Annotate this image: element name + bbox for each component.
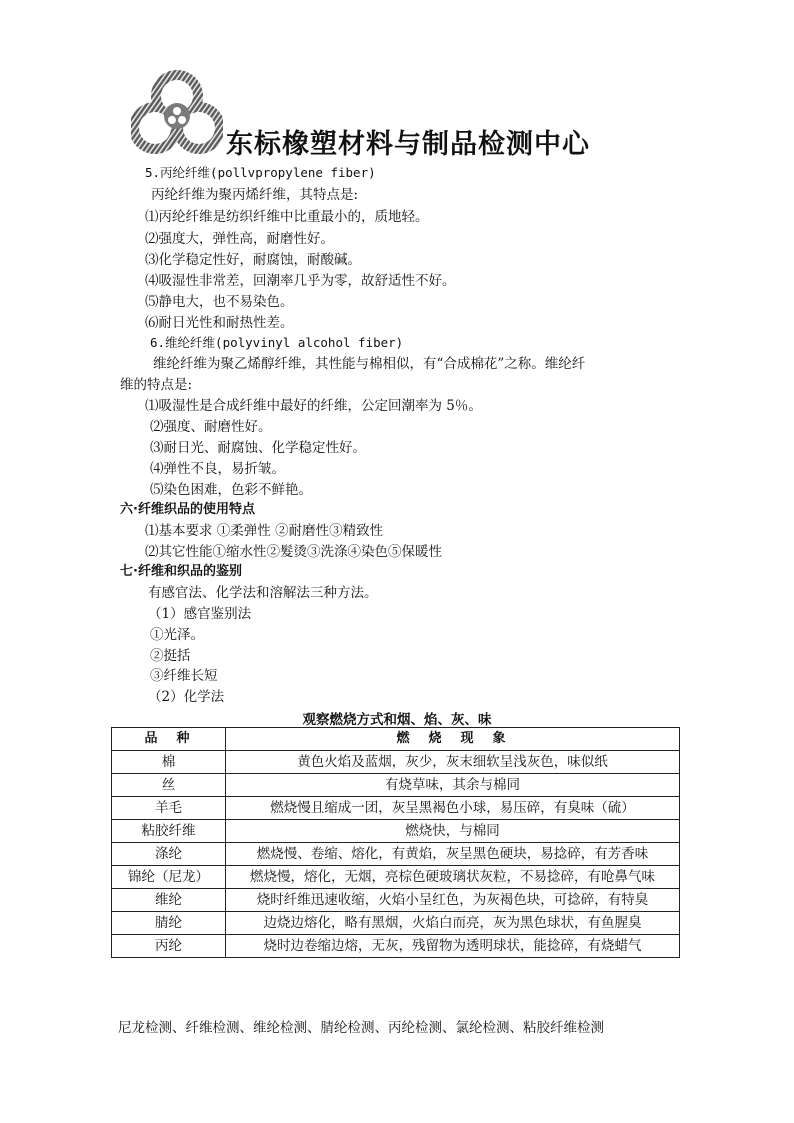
fiber-cell: 维纶 bbox=[112, 889, 226, 912]
text-line: 维的特点是: bbox=[120, 377, 193, 393]
section-heading-usage: 六·纤维织品的使用特点 bbox=[120, 502, 255, 517]
fiber-cell: 涤纶 bbox=[112, 843, 226, 866]
page-title: 东标橡塑材料与制品检测中心 bbox=[226, 129, 590, 160]
list-item: （2）化学法 bbox=[148, 689, 225, 705]
list-item: ⑸静电大，也不易染色。 bbox=[145, 294, 294, 310]
table-row bbox=[112, 774, 680, 797]
list-item: ⑶耐日光、耐腐蚀、化学稳定性好。 bbox=[150, 440, 366, 456]
phenomenon-cell: 燃烧慢、卷缩、熔化，有黄焰，灰呈黑色硬块，易捻碎，有芳香味 bbox=[226, 843, 680, 866]
list-item: ③纤维长短 bbox=[150, 668, 218, 684]
section-heading-polypropylene: 5.丙纶纤维(pollvpropylene fiber) bbox=[145, 165, 376, 180]
phenomenon-cell: 燃烧慢，熔化，无烟，亮棕色硬玻璃状灰粒，不易捻碎，有呛鼻气味 bbox=[226, 866, 680, 889]
phenomenon-cell: 黄色火焰及蓝烟，灰少，灰末细软呈浅灰色，味似纸 bbox=[226, 751, 680, 774]
column-header-fiber: 品 种 bbox=[112, 728, 226, 751]
list-item: ①光泽。 bbox=[150, 627, 204, 643]
table-row bbox=[112, 912, 680, 935]
list-item: ⑴丙纶纤维是纺织纤维中比重最小的，质地轻。 bbox=[145, 209, 429, 225]
list-item: ⑴基本要求 ①柔弹性 ②耐磨性③精致性 bbox=[145, 523, 384, 539]
table-row bbox=[112, 843, 680, 866]
fiber-cell: 羊毛 bbox=[112, 797, 226, 820]
list-item: ⑷吸湿性非常差，回潮率几乎为零，故舒适性不好。 bbox=[145, 273, 456, 289]
phenomenon-cell: 燃烧快，与棉同 bbox=[226, 820, 680, 843]
table-row bbox=[112, 889, 680, 912]
fiber-cell: 丙纶 bbox=[112, 935, 226, 958]
text-line: 有感官法、化学法和溶解法三种方法。 bbox=[148, 585, 378, 601]
list-item: ⑶化学稳定性好，耐腐蚀，耐酸碱。 bbox=[145, 252, 361, 268]
column-header-phenomenon: 燃 烧 现 象 bbox=[226, 728, 680, 751]
list-item: ②挺括 bbox=[150, 648, 191, 664]
fiber-cell: 粘胶纤维 bbox=[112, 820, 226, 843]
fiber-cell: 腈纶 bbox=[112, 912, 226, 935]
phenomenon-cell: 烧时纤维迅速收缩，火焰小呈红色，为灰褐色块，可捻碎，有特臭 bbox=[226, 889, 680, 912]
table-row bbox=[112, 935, 680, 958]
phenomenon-cell: 燃烧慢且缩成一团，灰呈黑褐色小球，易压碎，有臭味（硫） bbox=[226, 797, 680, 820]
fiber-cell: 锦纶（尼龙） bbox=[112, 866, 226, 889]
fiber-cell: 棉 bbox=[112, 751, 226, 774]
list-item: ⑵其它性能①缩水性②髮烫③洗涤④染色⑤保暖性 bbox=[145, 544, 442, 560]
phenomenon-cell: 烧时边卷缩边熔，无灰，残留物为透明球状，能捻碎，有烧蜡气 bbox=[226, 935, 680, 958]
text-line: 维纶纤维为聚乙烯醇纤维，其性能与棉相似，有“合成棉花”之称。维纶纤 bbox=[153, 356, 586, 372]
table-header-row bbox=[112, 728, 680, 751]
list-item: ⑵强度大，弹性高，耐磨性好。 bbox=[145, 231, 334, 247]
list-item: ⑴吸湿性是合成纤维中最好的纤维，公定回潮率为 5％。 bbox=[145, 398, 482, 414]
table-row bbox=[112, 866, 680, 889]
list-item: ⑹耐日光性和耐热性差。 bbox=[145, 315, 294, 331]
section-heading-vinylon: 6.维纶纤维(polyvinyl alcohol fiber) bbox=[150, 335, 404, 350]
table-row bbox=[112, 820, 680, 843]
phenomenon-cell: 有烧草味，其余与棉同 bbox=[226, 774, 680, 797]
list-item: ⑸染色困难，色彩不鲜艳。 bbox=[150, 482, 312, 498]
table-row bbox=[112, 751, 680, 774]
list-item: （1）感官鉴别法 bbox=[148, 606, 252, 622]
text-line: 丙纶纤维为聚丙烯纤维，其特点是: bbox=[151, 187, 359, 203]
table-title: 观察燃烧方式和烟、焰、灰、味 bbox=[302, 712, 492, 728]
section-heading-identification: 七·纤维和织品的鉴别 bbox=[120, 564, 242, 579]
list-item: ⑷弹性不良，易折皱。 bbox=[150, 461, 285, 477]
table-row bbox=[112, 797, 680, 820]
list-item: ⑵强度、耐磨性好。 bbox=[150, 419, 272, 435]
burning-test-table bbox=[111, 727, 680, 958]
phenomenon-cell: 边烧边熔化，略有黑烟，火焰白而亮，灰为黑色球状，有鱼腥臭 bbox=[226, 912, 680, 935]
footer-keywords: 尼龙检测、纤维检测、维纶检测、腈纶检测、丙纶检测、氯纶检测、粘胶纤维检测 bbox=[118, 1020, 604, 1036]
company-logo-icon bbox=[131, 66, 223, 158]
fiber-cell: 丝 bbox=[112, 774, 226, 797]
